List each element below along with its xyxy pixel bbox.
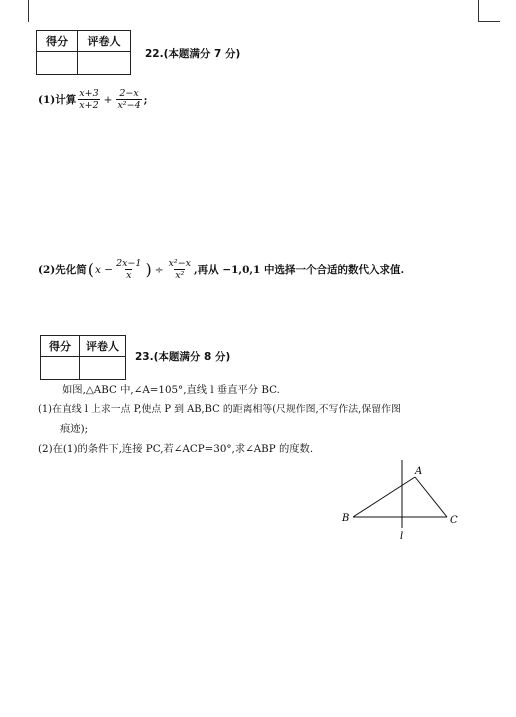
- fraction-3-denominator: x: [126, 270, 132, 281]
- q23-score-table: [40, 335, 126, 380]
- grader-cell: [80, 357, 126, 380]
- fraction-1: [78, 88, 99, 111]
- fraction-1-numerator: x+3: [79, 88, 99, 99]
- score-header: 得分: [37, 31, 78, 52]
- q22-score-table: [36, 30, 131, 75]
- side-AC: [415, 477, 447, 517]
- plus-operator: +: [103, 93, 113, 106]
- grader-header: 评卷人: [78, 31, 131, 52]
- fraction-3: [115, 258, 142, 281]
- x-minus: x −: [95, 263, 114, 276]
- q23-part1-line1: (1)在直线 l 上求一点 P,使点 P 到 AB,BC 的距离相等(尺规作图,不写作法,保留作图: [38, 404, 401, 415]
- part1-prefix: (1)计算: [38, 94, 77, 106]
- part2-prefix: (2)先化简: [38, 264, 87, 276]
- grader-header: 评卷人: [80, 336, 126, 357]
- label-B: B: [342, 513, 350, 524]
- label-C: C: [450, 515, 458, 526]
- paren-close: ): [145, 260, 152, 279]
- side-BA: [353, 477, 415, 517]
- paren-open: (: [87, 260, 94, 279]
- label-l: l: [400, 531, 404, 542]
- part2-suffix: ,再从 −1,0,1 中选择一个合适的数代入求值.: [194, 264, 405, 276]
- q23-intro: 如图,△ABC 中,∠A=105°,直线 l 垂直平分 BC.: [62, 384, 280, 396]
- fraction-2-denominator: x²−4: [117, 100, 141, 111]
- score-cell: [37, 52, 78, 75]
- fraction-4: [168, 258, 192, 281]
- fraction-2-numerator: 2−x: [119, 88, 139, 99]
- fraction-1-denominator: x+2: [79, 100, 99, 111]
- q22-part1: [38, 88, 148, 111]
- score-cell: [41, 357, 80, 380]
- fraction-4-numerator: x²−x: [168, 258, 192, 269]
- score-header: 得分: [41, 336, 80, 357]
- fraction-2: [116, 88, 141, 111]
- q23-title: 23.(本题满分 8 分): [135, 351, 231, 363]
- fraction-3-numerator: 2x−1: [116, 258, 142, 269]
- q22-part2: [38, 258, 404, 281]
- fraction-4-denominator: x²: [175, 270, 185, 281]
- crop-mark-left: [28, 0, 29, 22]
- q22-title: 22.(本题满分 7 分): [145, 48, 241, 60]
- divide-operator: ÷: [154, 263, 164, 276]
- part1-suffix: ;: [143, 93, 148, 106]
- crop-mark-right-horizontal: [478, 21, 500, 22]
- q23-part1-line2: 痕迹);: [60, 423, 89, 435]
- q23-part2: (2)在(1)的条件下,连接 PC,若∠ACP=30°,求∠ABP 的度数.: [38, 443, 314, 455]
- grader-cell: [78, 52, 131, 75]
- crop-mark-right-vertical: [478, 0, 479, 22]
- label-A: A: [415, 466, 423, 477]
- triangle-figure: [330, 455, 470, 550]
